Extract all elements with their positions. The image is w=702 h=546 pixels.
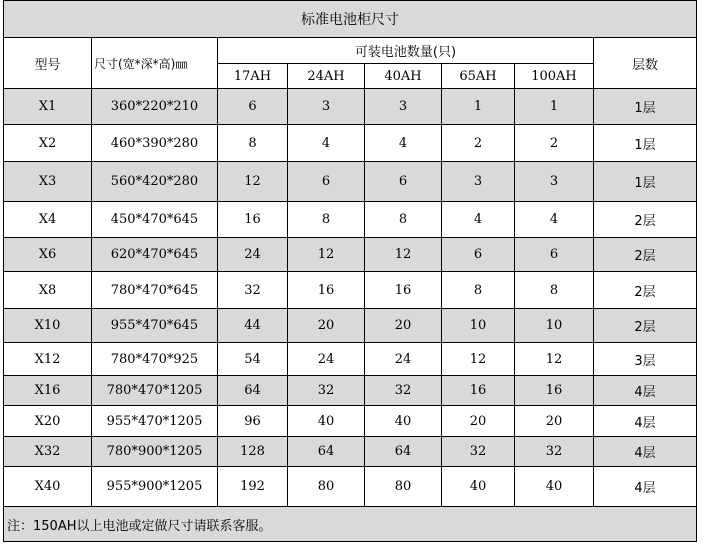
cell-100ah: 32 <box>515 437 594 467</box>
cell-100ah: 2 <box>515 125 594 162</box>
cell-size: 955*900*1205 <box>92 467 218 507</box>
footnote: 注：150AH以上电池或定做尺寸请联系客服。 <box>4 507 697 542</box>
cell-17ah: 32 <box>218 272 288 309</box>
table-row <box>4 238 697 272</box>
cell-size: 460*390*280 <box>92 125 218 162</box>
cell-size: 955*470*1205 <box>92 406 218 437</box>
table-row <box>4 437 697 467</box>
cell-24ah: 20 <box>288 309 365 343</box>
cell-40ah: 6 <box>365 162 442 202</box>
cell-65ah: 6 <box>442 238 515 272</box>
cell-100ah: 10 <box>515 309 594 343</box>
cell-17ah: 16 <box>218 202 288 238</box>
cell-model: X40 <box>4 467 92 507</box>
cell-layers: 2层 <box>594 238 697 272</box>
cell-24ah: 6 <box>288 162 365 202</box>
cell-model: X2 <box>4 125 92 162</box>
header-capacity-65ah: 65AH <box>442 64 515 89</box>
cell-65ah: 16 <box>442 376 515 406</box>
table-row <box>4 162 697 202</box>
cell-65ah: 32 <box>442 437 515 467</box>
table-row <box>4 272 697 309</box>
header-capacity-24ah: 24AH <box>288 64 365 89</box>
cell-24ah: 32 <box>288 376 365 406</box>
cell-model: X1 <box>4 89 92 125</box>
cell-layers: 1层 <box>594 125 697 162</box>
cell-size: 780*900*1205 <box>92 437 218 467</box>
cell-layers: 2层 <box>594 272 697 309</box>
cell-40ah: 64 <box>365 437 442 467</box>
table-row <box>4 343 697 376</box>
header-capacity-40ah: 40AH <box>365 64 442 89</box>
cell-40ah: 40 <box>365 406 442 437</box>
header-model: 型号 <box>4 38 92 89</box>
table-row <box>4 376 697 406</box>
header-capacity: 可装电池数量(只) <box>218 38 594 64</box>
cell-17ah: 24 <box>218 238 288 272</box>
cell-24ah: 64 <box>288 437 365 467</box>
table-row <box>4 89 697 125</box>
cell-layers: 3层 <box>594 343 697 376</box>
cell-model: X12 <box>4 343 92 376</box>
cell-65ah: 20 <box>442 406 515 437</box>
header-capacity-100ah: 100AH <box>515 64 594 89</box>
cell-65ah: 40 <box>442 467 515 507</box>
cell-65ah: 4 <box>442 202 515 238</box>
cell-17ah: 6 <box>218 89 288 125</box>
cell-size: 360*220*210 <box>92 89 218 125</box>
cell-model: X16 <box>4 376 92 406</box>
cell-model: X4 <box>4 202 92 238</box>
header-size: 尺寸(宽*深*高)㎜ <box>92 38 218 89</box>
cell-24ah: 3 <box>288 89 365 125</box>
cell-65ah: 1 <box>442 89 515 125</box>
cell-100ah: 1 <box>515 89 594 125</box>
cell-24ah: 80 <box>288 467 365 507</box>
cell-40ah: 20 <box>365 309 442 343</box>
cell-40ah: 16 <box>365 272 442 309</box>
cell-40ah: 12 <box>365 238 442 272</box>
table-row <box>4 309 697 343</box>
cell-65ah: 12 <box>442 343 515 376</box>
header-capacity-17ah: 17AH <box>218 64 288 89</box>
cell-65ah: 10 <box>442 309 515 343</box>
cell-17ah: 44 <box>218 309 288 343</box>
cell-size: 955*470*645 <box>92 309 218 343</box>
cell-layers: 4层 <box>594 406 697 437</box>
table-row <box>4 406 697 437</box>
cell-100ah: 4 <box>515 202 594 238</box>
cell-65ah: 3 <box>442 162 515 202</box>
cell-24ah: 24 <box>288 343 365 376</box>
cell-size: 450*470*645 <box>92 202 218 238</box>
cell-40ah: 8 <box>365 202 442 238</box>
cell-size: 780*470*645 <box>92 272 218 309</box>
cell-17ah: 96 <box>218 406 288 437</box>
cell-layers: 4层 <box>594 437 697 467</box>
cell-17ah: 12 <box>218 162 288 202</box>
cell-layers: 2层 <box>594 309 697 343</box>
cell-size: 780*470*1205 <box>92 376 218 406</box>
cell-40ah: 4 <box>365 125 442 162</box>
table-title: 标准电池柜尺寸 <box>4 1 697 38</box>
cell-17ah: 128 <box>218 437 288 467</box>
table-row <box>4 202 697 238</box>
cell-model: X3 <box>4 162 92 202</box>
cell-24ah: 12 <box>288 238 365 272</box>
table-row <box>4 467 697 507</box>
cell-model: X10 <box>4 309 92 343</box>
cell-100ah: 16 <box>515 376 594 406</box>
cell-17ah: 54 <box>218 343 288 376</box>
cell-100ah: 20 <box>515 406 594 437</box>
cell-model: X6 <box>4 238 92 272</box>
cell-40ah: 32 <box>365 376 442 406</box>
cell-layers: 4层 <box>594 467 697 507</box>
cell-24ah: 4 <box>288 125 365 162</box>
cell-65ah: 2 <box>442 125 515 162</box>
cell-100ah: 6 <box>515 238 594 272</box>
cell-24ah: 8 <box>288 202 365 238</box>
cell-65ah: 8 <box>442 272 515 309</box>
cell-layers: 1层 <box>594 162 697 202</box>
cell-100ah: 12 <box>515 343 594 376</box>
battery-cabinet-size-table <box>3 0 697 542</box>
cell-17ah: 192 <box>218 467 288 507</box>
cell-17ah: 8 <box>218 125 288 162</box>
cell-40ah: 24 <box>365 343 442 376</box>
cell-100ah: 3 <box>515 162 594 202</box>
cell-100ah: 8 <box>515 272 594 309</box>
cell-24ah: 40 <box>288 406 365 437</box>
cell-size: 560*420*280 <box>92 162 218 202</box>
cell-layers: 2层 <box>594 202 697 238</box>
cell-layers: 4层 <box>594 376 697 406</box>
header-layers: 层数 <box>594 38 697 89</box>
cell-40ah: 80 <box>365 467 442 507</box>
cell-size: 780*470*925 <box>92 343 218 376</box>
cell-40ah: 3 <box>365 89 442 125</box>
cell-model: X20 <box>4 406 92 437</box>
table-row <box>4 125 697 162</box>
cell-24ah: 16 <box>288 272 365 309</box>
cell-100ah: 40 <box>515 467 594 507</box>
cell-size: 620*470*645 <box>92 238 218 272</box>
cell-model: X8 <box>4 272 92 309</box>
cell-layers: 1层 <box>594 89 697 125</box>
cell-model: X32 <box>4 437 92 467</box>
cell-17ah: 64 <box>218 376 288 406</box>
